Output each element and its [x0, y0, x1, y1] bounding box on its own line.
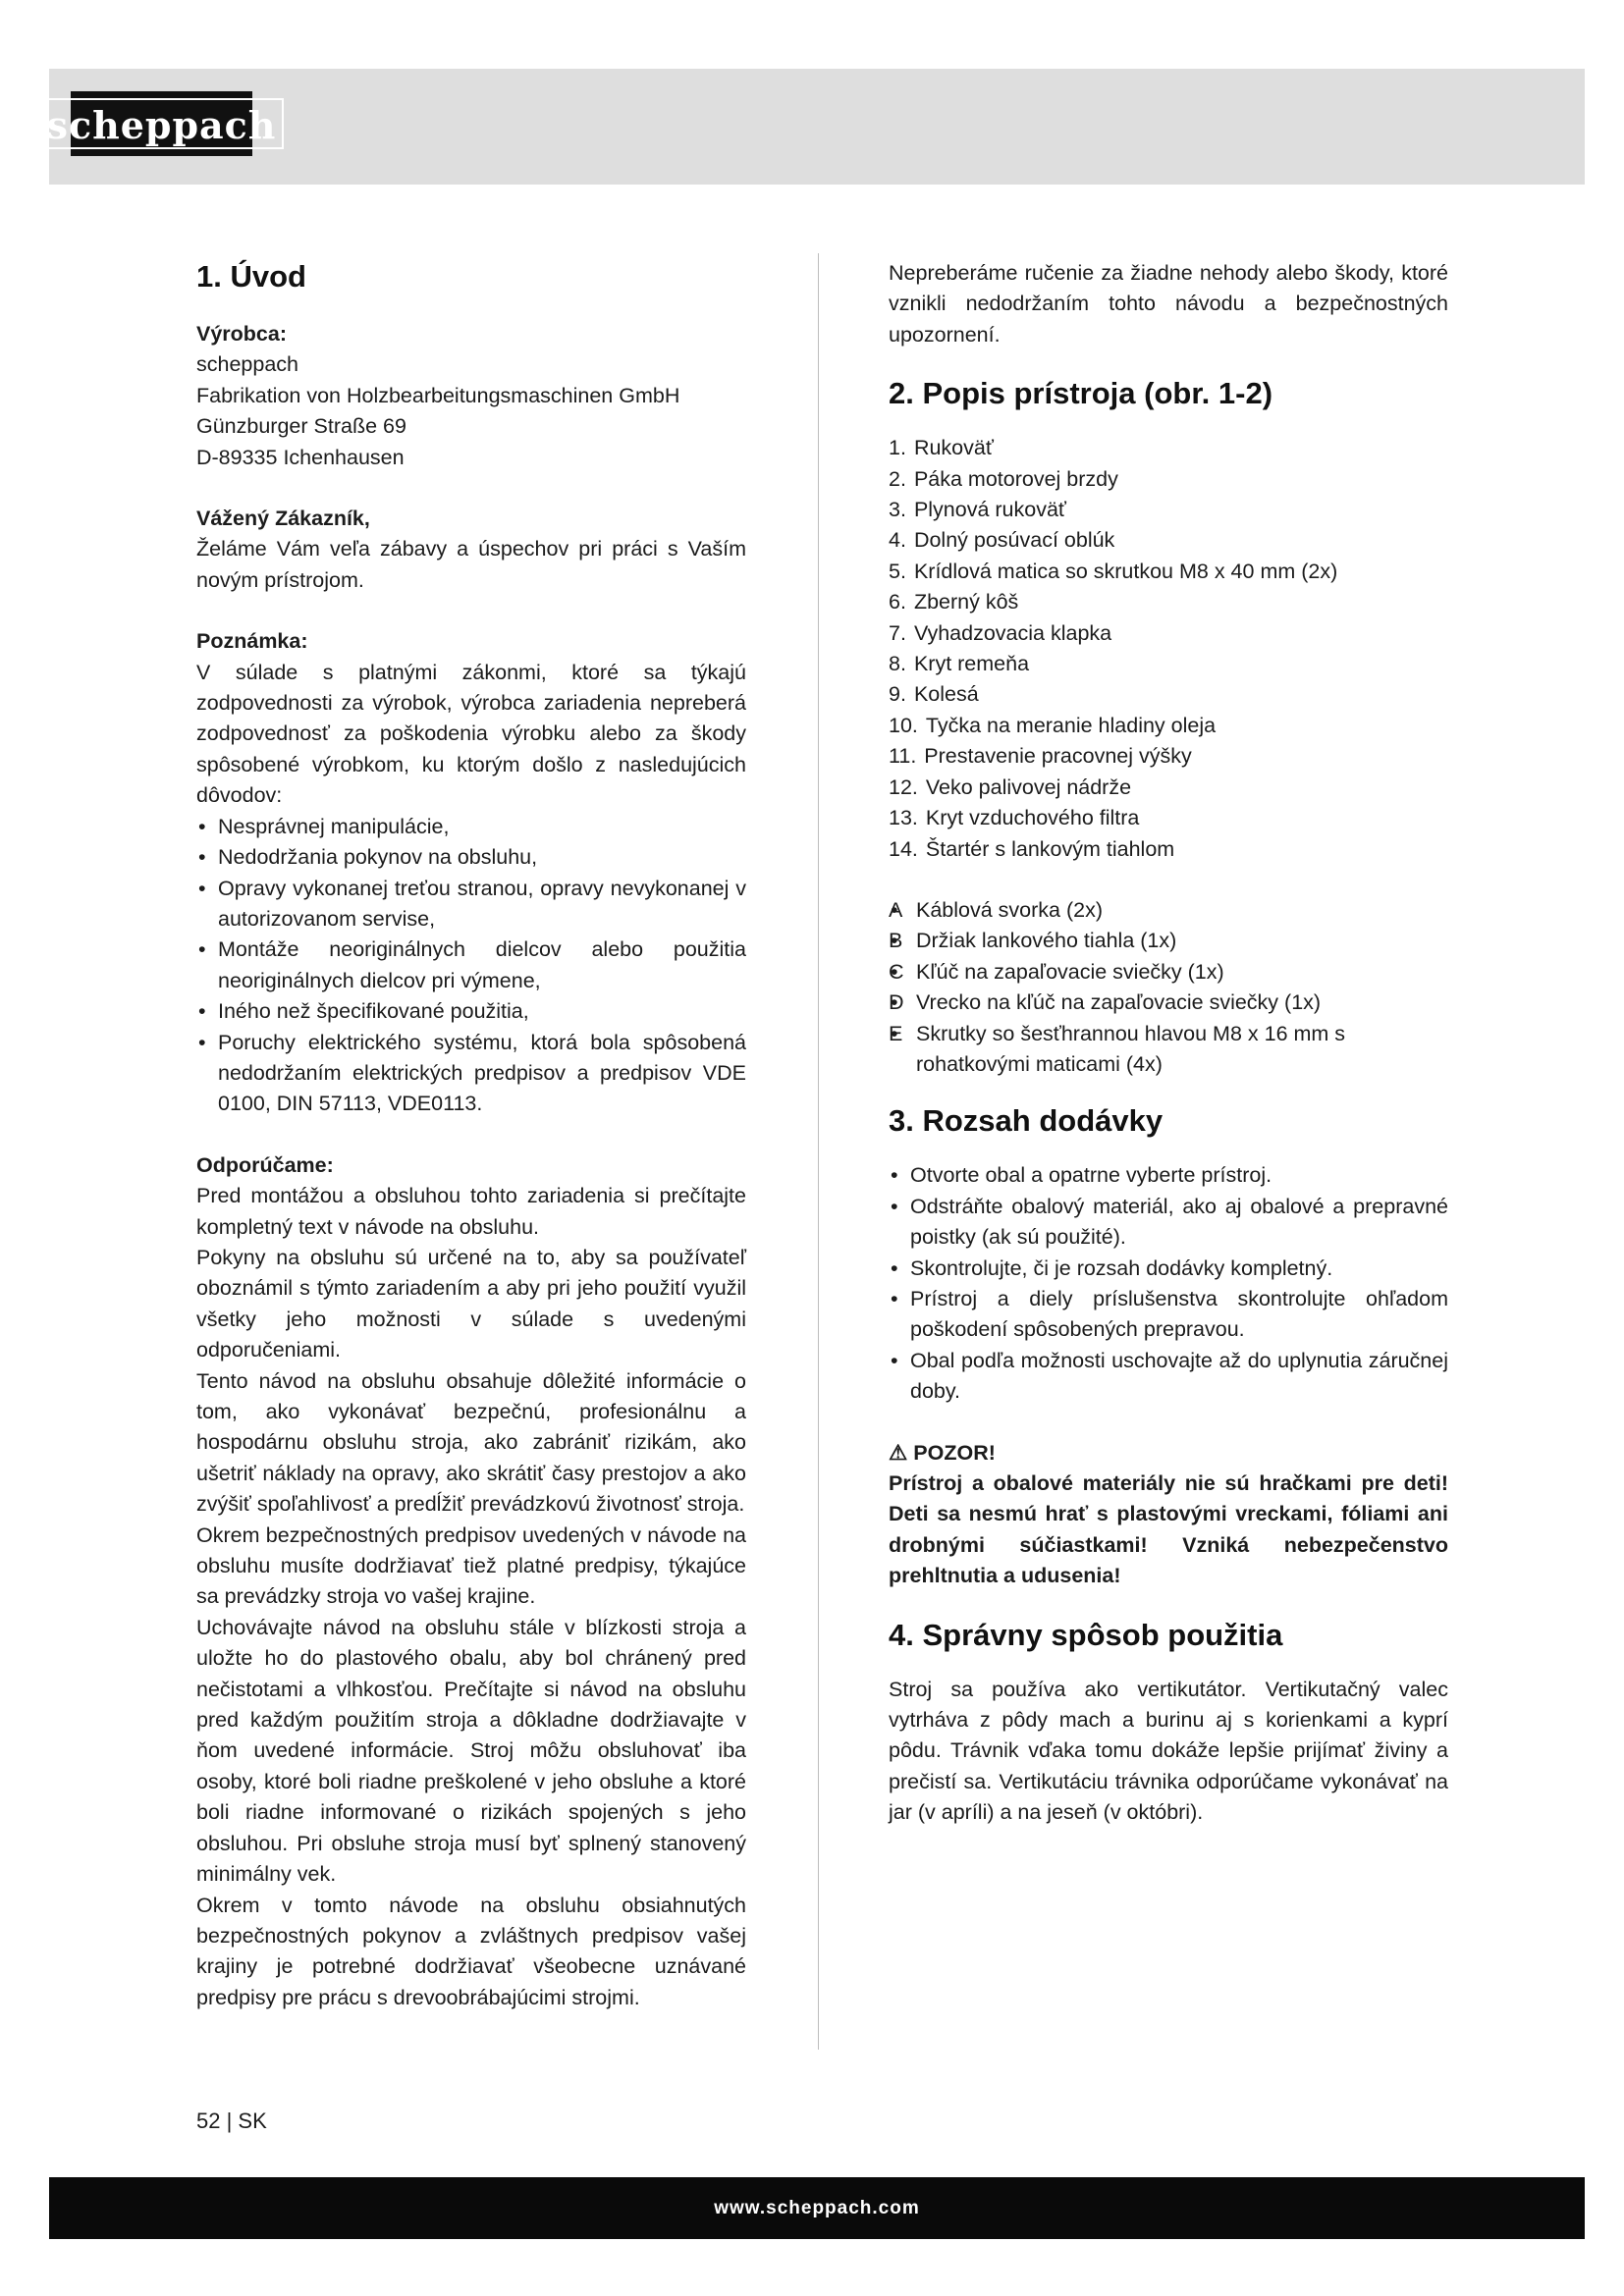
note-bullet-list	[196, 812, 746, 1120]
list-item: • Iného než špecifikované použitia,	[196, 996, 746, 1027]
list-item: • Montáže neoriginálnych dielcov alebo použitia neoriginálnych dielcov pri výmene,	[196, 934, 746, 996]
list-item	[889, 926, 1448, 956]
list-item	[889, 711, 1448, 741]
part-number: 7.	[889, 620, 906, 645]
part-label: Krídlová matica so skrutkou M8 x 40 mm (2x)	[913, 559, 1338, 583]
part-number: 12.	[889, 774, 918, 799]
recommend-paragraph: Okrem v tomto návode na obsluhu obsiahnutých bezpečnostných pokynov a zvláštnych predpisov vašej krajiny je potrebné dodržiavať všeobecne uznávané predpisy pre prácu s drevoobrábajúcimi strojmi.	[196, 1893, 746, 2009]
part-label: Vyhadzovacia klapka	[913, 620, 1112, 645]
part-number: 8.	[889, 652, 906, 676]
accessory-label: Kľúč na zapaľovacie sviečky (1x)	[916, 959, 1224, 984]
part-label: Štartér s lankovým tiahlom	[925, 836, 1175, 861]
liability-text: Nepreberáme ručenie za žiadne nehody alebo škody, ktoré vznikli nedodržaním tohto návodu a bezpečnostných upozornení.	[889, 261, 1448, 347]
part-label: Kolesá	[913, 682, 979, 707]
footer-band	[49, 2177, 1585, 2239]
list-item	[889, 895, 1448, 926]
page-number: 52 | SK	[196, 2109, 267, 2133]
list-item	[889, 773, 1448, 803]
accessory-letter: • E	[889, 1021, 903, 1045]
manufacturer-line: Günzburger Straße 69	[196, 414, 406, 439]
accessory-label: Skrutky so šesťhrannou hlavou M8 x 16 mm s rohatkovými maticami (4x)	[916, 1021, 1346, 1076]
accessory-letter: • D	[889, 990, 904, 1015]
left-column	[196, 255, 746, 2013]
warning-title: POZOR!	[913, 1440, 996, 1465]
recommend-paragraph: Pred montážou a obsluhou tohto zariadenia si prečítajte kompletný text v návode na obsluhu.	[196, 1184, 746, 1239]
part-number: 5.	[889, 559, 906, 583]
list-item	[889, 557, 1448, 587]
list-item: • Obal podľa možnosti uschovajte až do uplynutia záručnej doby.	[889, 1346, 1448, 1408]
accessory-letter: • C	[889, 959, 904, 984]
list-item: • Odstráňte obalový materiál, ako aj obalové a prepravné poistky (ak sú použité).	[889, 1192, 1448, 1254]
part-label: Tyčka na meranie hladiny oleja	[925, 713, 1217, 737]
part-number: 2.	[889, 466, 906, 491]
recommend-paragraph: Uchovávajte návod na obsluhu stále v blízkosti stroja a uložte ho do plastového obalu, aby bol chránený pred nečistotami a vlhkosťou. Prečítajte si návod na obsluhu pred každým použitím stroja a dôkladne dodržiavajte v ňom uvedené informácie. Stroj môžu obsluhovať iba osoby, ktoré boli riadne preškolené v jeho obsluhe a ktoré boli riadne informované o rizikách spojených s jeho obsluhou. Pri obsluhe stroja musí byť splnený stanovený minimálny vek.	[196, 1615, 746, 1887]
accessory-label: Držiak lankového tiahla (1x)	[916, 929, 1177, 953]
list-item	[889, 957, 1448, 988]
parts-list	[889, 433, 1448, 865]
list-item	[889, 988, 1448, 1018]
part-label: Kryt vzduchového filtra	[925, 806, 1140, 830]
section-title-delivery: 3. Rozsah dodávky	[889, 1103, 1164, 1139]
manufacturer-line: scheppach	[196, 352, 298, 377]
recommend-paragraph: Pokyny na obsluhu sú určené na to, aby sa používateľ oboznámil s týmto zariadením a aby pri jeho použití využil všetky jeho možnosti v súlade s uvedenými odporučeniami.	[196, 1245, 746, 1362]
part-label: Rukoväť	[913, 436, 994, 460]
section-title-intro: 1. Úvod	[196, 259, 306, 294]
part-label: Páka motorovej brzdy	[913, 466, 1118, 491]
accessory-letter: • B	[889, 929, 903, 953]
delivery-bullet-list	[889, 1160, 1448, 1407]
accessory-label: Vrecko na kľúč na zapaľovacie sviečky (1x)	[916, 990, 1322, 1015]
recommend-paragraph: Tento návod na obsluhu obsahuje dôležité informácie o tom, ako vykonávať bezpečnú, profesionálnu a hospodárnu obsluhu stroja, ako zabrániť rizikám, ako ušetriť náklady na opravy, ako skrátiť časy prestojov a ako zvýšiť spoľahlivosť a predĺžiť prevádzkovú životnosť stroja.	[196, 1368, 746, 1517]
customer-label: Vážený Zákazník,	[196, 507, 370, 531]
list-item	[889, 587, 1448, 617]
list-item: • Poruchy elektrického systému, ktorá bola spôsobená nedodržaním elektrických predpisov a predpisov VDE 0100, DIN 57113, VDE0113.	[196, 1028, 746, 1120]
list-item	[889, 464, 1448, 495]
list-item: • Prístroj a diely príslušenstva skontrolujte ohľadom poškodení spôsobených prepravou.	[889, 1284, 1448, 1346]
list-item: • Nesprávnej manipulácie,	[196, 812, 746, 842]
part-label: Dolný posúvací oblúk	[913, 528, 1115, 553]
list-item	[889, 649, 1448, 679]
part-number: 3.	[889, 498, 906, 522]
list-item	[889, 1019, 1448, 1081]
part-label: Plynová rukoväť	[913, 498, 1066, 522]
manufacturer-label: Výrobca:	[196, 322, 288, 346]
warning-heading	[889, 1438, 1448, 1468]
part-number: 4.	[889, 528, 906, 553]
list-item	[889, 834, 1448, 865]
usage-text: Stroj sa používa ako vertikutátor. Vertikutačný valec vytrháva z pôdy mach a burinu aj s korienkami a kyprí pôdu. Trávnik vďaka tomu dokáže lepšie prijímať živiny a prečistí sa. Vertikutáciu trávnika odporúčame vykonávať na jar (v apríli) a na jeseň (v októbri).	[889, 1677, 1448, 1825]
manufacturer-line: D-89335 Ichenhausen	[196, 445, 405, 469]
accessory-letter: • A	[889, 897, 903, 922]
warning-triangle-icon: ⚠	[889, 1440, 908, 1465]
column-divider	[818, 253, 819, 2050]
list-item: • Otvorte obal a opatrne vyberte prístroj.	[889, 1160, 1448, 1191]
part-label: Prestavenie pracovnej výšky	[924, 744, 1192, 769]
list-item: • Nedodržania pokynov na obsluhu,	[196, 842, 746, 873]
part-number: 6.	[889, 590, 906, 614]
part-label: Veko palivovej nádrže	[925, 774, 1132, 799]
list-item	[889, 741, 1448, 772]
accessories-list	[889, 895, 1448, 1080]
part-label: Zberný kôš	[913, 590, 1019, 614]
part-number: 1.	[889, 436, 906, 460]
list-item: • Skontrolujte, či je rozsah dodávky kompletný.	[889, 1254, 1448, 1284]
right-column	[889, 258, 1448, 1829]
recommend-paragraph: Okrem bezpečnostných predpisov uvedených v návode na obsluhu musíte dodržiavať tiež platné predpisy, týkajúce sa prevádzky stroja vo vašej krajine.	[196, 1522, 746, 1609]
list-item	[889, 495, 1448, 525]
manufacturer-line: Fabrikation von Holzbearbeitungsmaschinen GmbH	[196, 383, 680, 407]
warning-text: Prístroj a obalové materiály nie sú hračkami pre deti! Deti sa nesmú hrať s plastovými vreckami, fóliami ani drobnými súčiastkami! Vzniká nebezpečenstvo prehltnutia a udusenia!	[889, 1471, 1448, 1588]
customer-text: Želáme Vám veľa zábavy a úspechov pri práci s Vaším novým prístrojom.	[196, 537, 746, 592]
list-item	[889, 679, 1448, 710]
accessory-label: Káblová svorka (2x)	[916, 897, 1103, 922]
part-label: Kryt remeňa	[913, 652, 1030, 676]
recommend-label: Odporúčame:	[196, 1152, 334, 1177]
list-item	[889, 803, 1448, 833]
brand-logo-text: scheppach	[39, 98, 285, 149]
part-number: 10.	[889, 713, 918, 737]
section-title-usage: 4. Správny spôsob použitia	[889, 1617, 1283, 1652]
section-title-description: 2. Popis prístroja (obr. 1-2)	[889, 376, 1273, 411]
list-item	[889, 525, 1448, 556]
brand-logo	[46, 91, 277, 156]
list-item	[889, 618, 1448, 649]
part-number: 11.	[889, 744, 917, 769]
part-number: 9.	[889, 682, 906, 707]
note-label: Poznámka:	[196, 629, 308, 654]
list-item	[889, 433, 1448, 463]
note-text: V súlade s platnými zákonmi, ktoré sa týkajú zodpovednosti za výrobok, výrobca zariadenia nepreberá zodpovednosť za poškodenia výrobku alebo za škody spôsobené výrobkom, ku ktorým došlo z nasledujúcich dôvodov:	[196, 660, 746, 808]
part-number: 13.	[889, 806, 918, 830]
website-link[interactable]: www.scheppach.com	[714, 2197, 920, 2218]
list-item: • Opravy vykonanej treťou stranou, opravy nevykonanej v autorizovanom servise,	[196, 874, 746, 935]
part-number: 14.	[889, 836, 918, 861]
